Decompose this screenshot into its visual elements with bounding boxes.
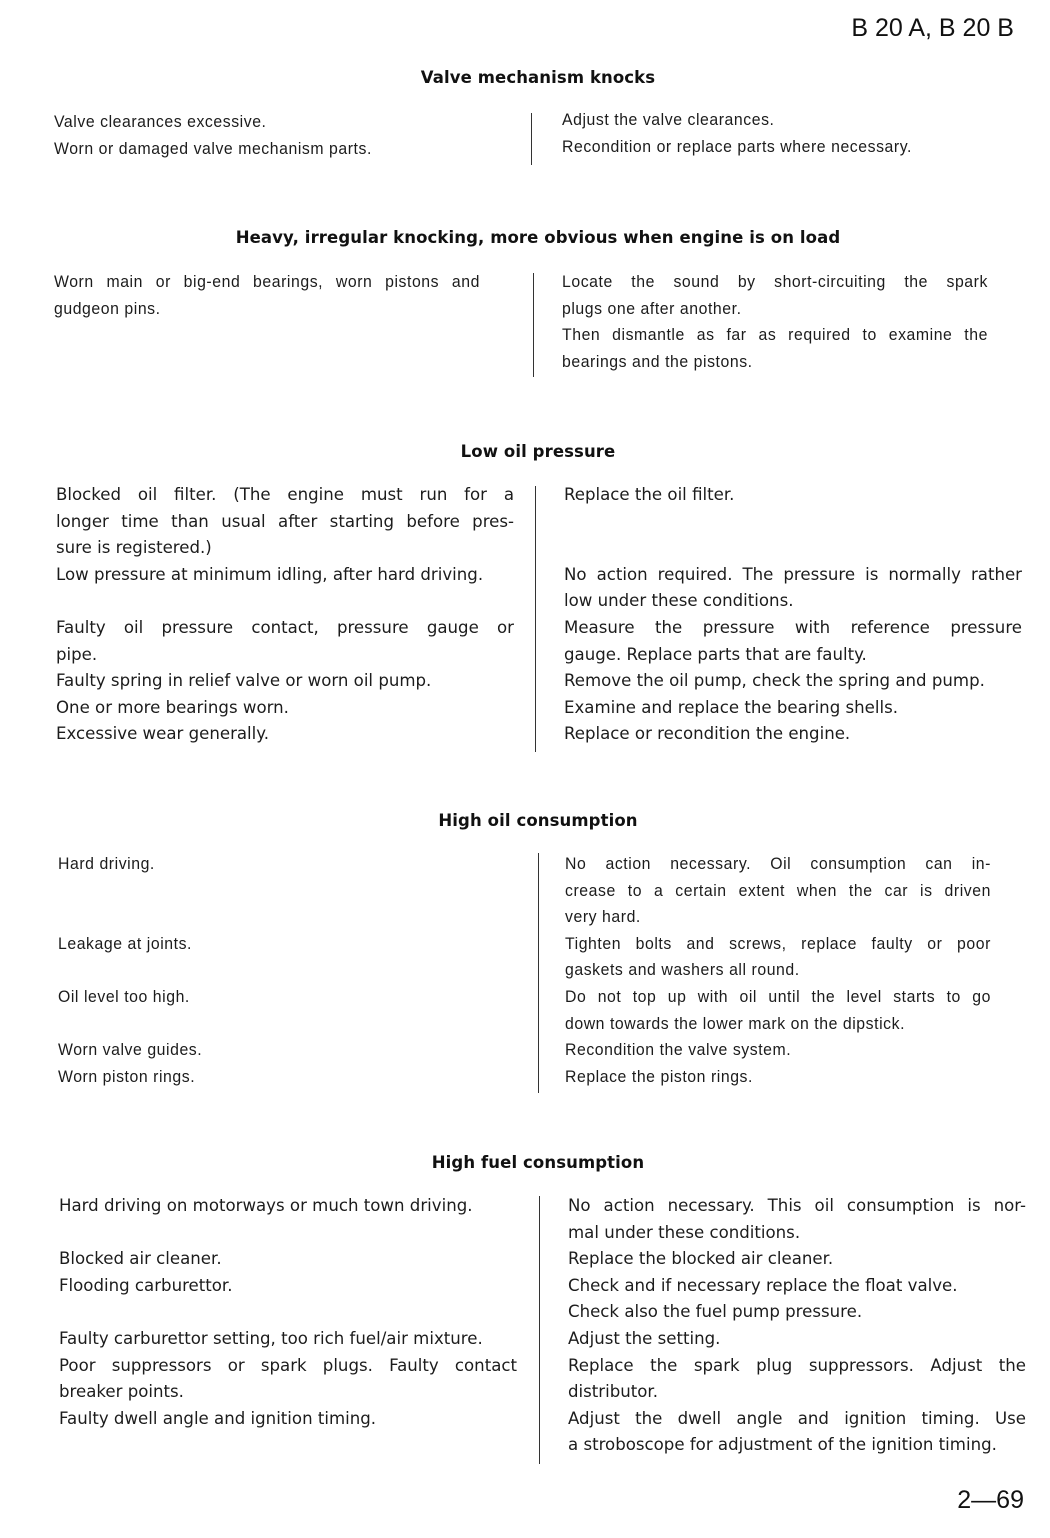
cause-line: pipe.	[56, 644, 98, 664]
column-divider	[531, 113, 532, 165]
cause-line: Faulty oil pressure contact, pressure gauge or	[56, 617, 514, 637]
page-number: 2—69	[957, 1486, 1024, 1514]
cause-line: Faulty spring in relief valve or worn oil pump.	[56, 671, 432, 691]
column-divider	[539, 1196, 540, 1464]
remedies-column	[562, 107, 1020, 160]
causes-column	[58, 851, 516, 1090]
blank-line	[56, 588, 514, 615]
remedy-line: Recondition the valve system.	[565, 1040, 792, 1060]
remedy-line: Then dismantle as far as required to examine the	[562, 325, 988, 345]
remedy-line: Do not top up with oil until the level starts to go	[565, 986, 991, 1006]
remedy-line: Tighten bolts and screws, replace faulty or poor	[565, 933, 991, 953]
section-title: High oil consumption	[438, 811, 638, 830]
remedy-line: No action necessary. Oil consumption can in-	[565, 854, 991, 873]
remedy-line: Remove the oil pump, check the spring and pump.	[564, 671, 985, 691]
cause-line: Worn or damaged valve mechanism parts.	[54, 138, 372, 158]
blank-line	[564, 535, 1022, 562]
blank-line	[58, 878, 516, 905]
cause-line: One or more bearings worn.	[56, 697, 289, 717]
remedy-line: Adjust the valve clearances.	[562, 110, 775, 129]
column-divider	[535, 486, 536, 752]
cause-line: Blocked oil filter. (The engine must run for a	[56, 485, 514, 504]
cause-line: Faulty dwell angle and ignition timing.	[59, 1408, 377, 1428]
remedies-column	[562, 269, 1020, 375]
blank-line	[59, 1299, 517, 1326]
remedy-line: plugs one after another.	[562, 298, 742, 318]
cause-line: Oil level too high.	[58, 986, 190, 1006]
remedy-line: Locate the sound by short-circuiting the spark	[562, 272, 988, 291]
blank-line	[58, 904, 516, 931]
blank-line	[564, 509, 1022, 536]
cause-line: Hard driving on motorways or much town driving.	[59, 1196, 473, 1215]
cause-line: Worn piston rings.	[58, 1066, 196, 1086]
remedies-column	[564, 482, 1022, 748]
cause-line: Faulty carburettor setting, too rich fuel/air mixture.	[59, 1328, 483, 1348]
column-divider	[538, 853, 539, 1093]
remedies-column	[565, 851, 1023, 1090]
remedy-line: distributor.	[568, 1382, 659, 1402]
cause-line: Hard driving.	[58, 854, 155, 873]
causes-column	[56, 482, 514, 748]
model-identifier: B 20 A, B 20 B	[851, 14, 1014, 42]
remedy-line: Adjust the dwell angle and ignition timing. Use	[568, 1408, 1026, 1428]
remedy-line: crease to a certain extent when the car is driven	[565, 880, 991, 900]
remedy-line: down towards the lower mark on the dipstick.	[565, 1013, 906, 1033]
remedy-line: Replace the spark plug suppressors. Adjust the	[568, 1355, 1026, 1375]
cause-line: Poor suppressors or spark plugs. Faulty contact	[59, 1355, 517, 1375]
causes-column	[54, 109, 512, 162]
remedy-line: Check and if necessary replace the float valve.	[568, 1275, 958, 1295]
remedy-line: No action required. The pressure is normally rather	[564, 564, 1022, 584]
remedy-line: Recondition or replace parts where necessary.	[562, 136, 912, 156]
remedy-line: very hard.	[565, 907, 641, 927]
section-title: Low oil pressure	[460, 442, 616, 461]
remedy-line: gaskets and washers all round.	[565, 960, 800, 980]
remedy-line: Check also the fuel pump pressure.	[568, 1302, 863, 1322]
column-divider	[533, 273, 534, 377]
remedy-line: low under these conditions.	[564, 591, 794, 611]
remedy-line: Replace the oil filter.	[564, 485, 735, 504]
section-title: High fuel consumption	[431, 1153, 645, 1172]
section-title: Heavy, irregular knocking, more obvious when engine is on load	[235, 228, 841, 247]
remedy-line: Replace the piston rings.	[565, 1066, 753, 1086]
section-title: Valve mechanism knocks	[420, 68, 656, 87]
remedy-line: Replace the blocked air cleaner.	[568, 1249, 834, 1269]
cause-line: gudgeon pins.	[54, 298, 161, 318]
cause-line: longer time than usual after starting before pres-	[56, 511, 514, 531]
causes-column	[59, 1193, 517, 1432]
remedies-column	[568, 1193, 1026, 1459]
cause-line: Blocked air cleaner.	[59, 1249, 222, 1269]
cause-line: Low pressure at minimum idling, after hard driving.	[56, 564, 484, 584]
remedy-line: Measure the pressure with reference pressure	[564, 617, 1022, 637]
blank-line	[58, 957, 516, 984]
blank-line	[59, 1220, 517, 1247]
remedy-line: Examine and replace the bearing shells.	[564, 697, 899, 717]
remedy-line: Adjust the setting.	[568, 1328, 721, 1348]
remedy-line: No action necessary. This oil consumption is nor-	[568, 1196, 1026, 1215]
cause-line: Excessive wear generally.	[56, 724, 270, 744]
remedy-line: mal under these conditions.	[568, 1222, 801, 1242]
cause-line: Worn valve guides.	[58, 1040, 203, 1060]
cause-line: Leakage at joints.	[58, 933, 192, 953]
cause-line: Flooding carburettor.	[59, 1275, 233, 1295]
blank-line	[58, 1011, 516, 1038]
remedy-line: Replace or recondition the engine.	[564, 724, 851, 744]
remedy-line: a stroboscope for adjustment of the ignition timing.	[568, 1435, 997, 1455]
cause-line: sure is registered.)	[56, 538, 212, 558]
causes-column	[54, 269, 512, 322]
cause-line: Worn main or big-end bearings, worn pistons and	[54, 272, 480, 291]
cause-line: Valve clearances excessive.	[54, 112, 267, 131]
remedy-line: gauge. Replace parts that are faulty.	[564, 644, 867, 664]
remedy-line: bearings and the pistons.	[562, 351, 753, 371]
cause-line: breaker points.	[59, 1382, 184, 1402]
